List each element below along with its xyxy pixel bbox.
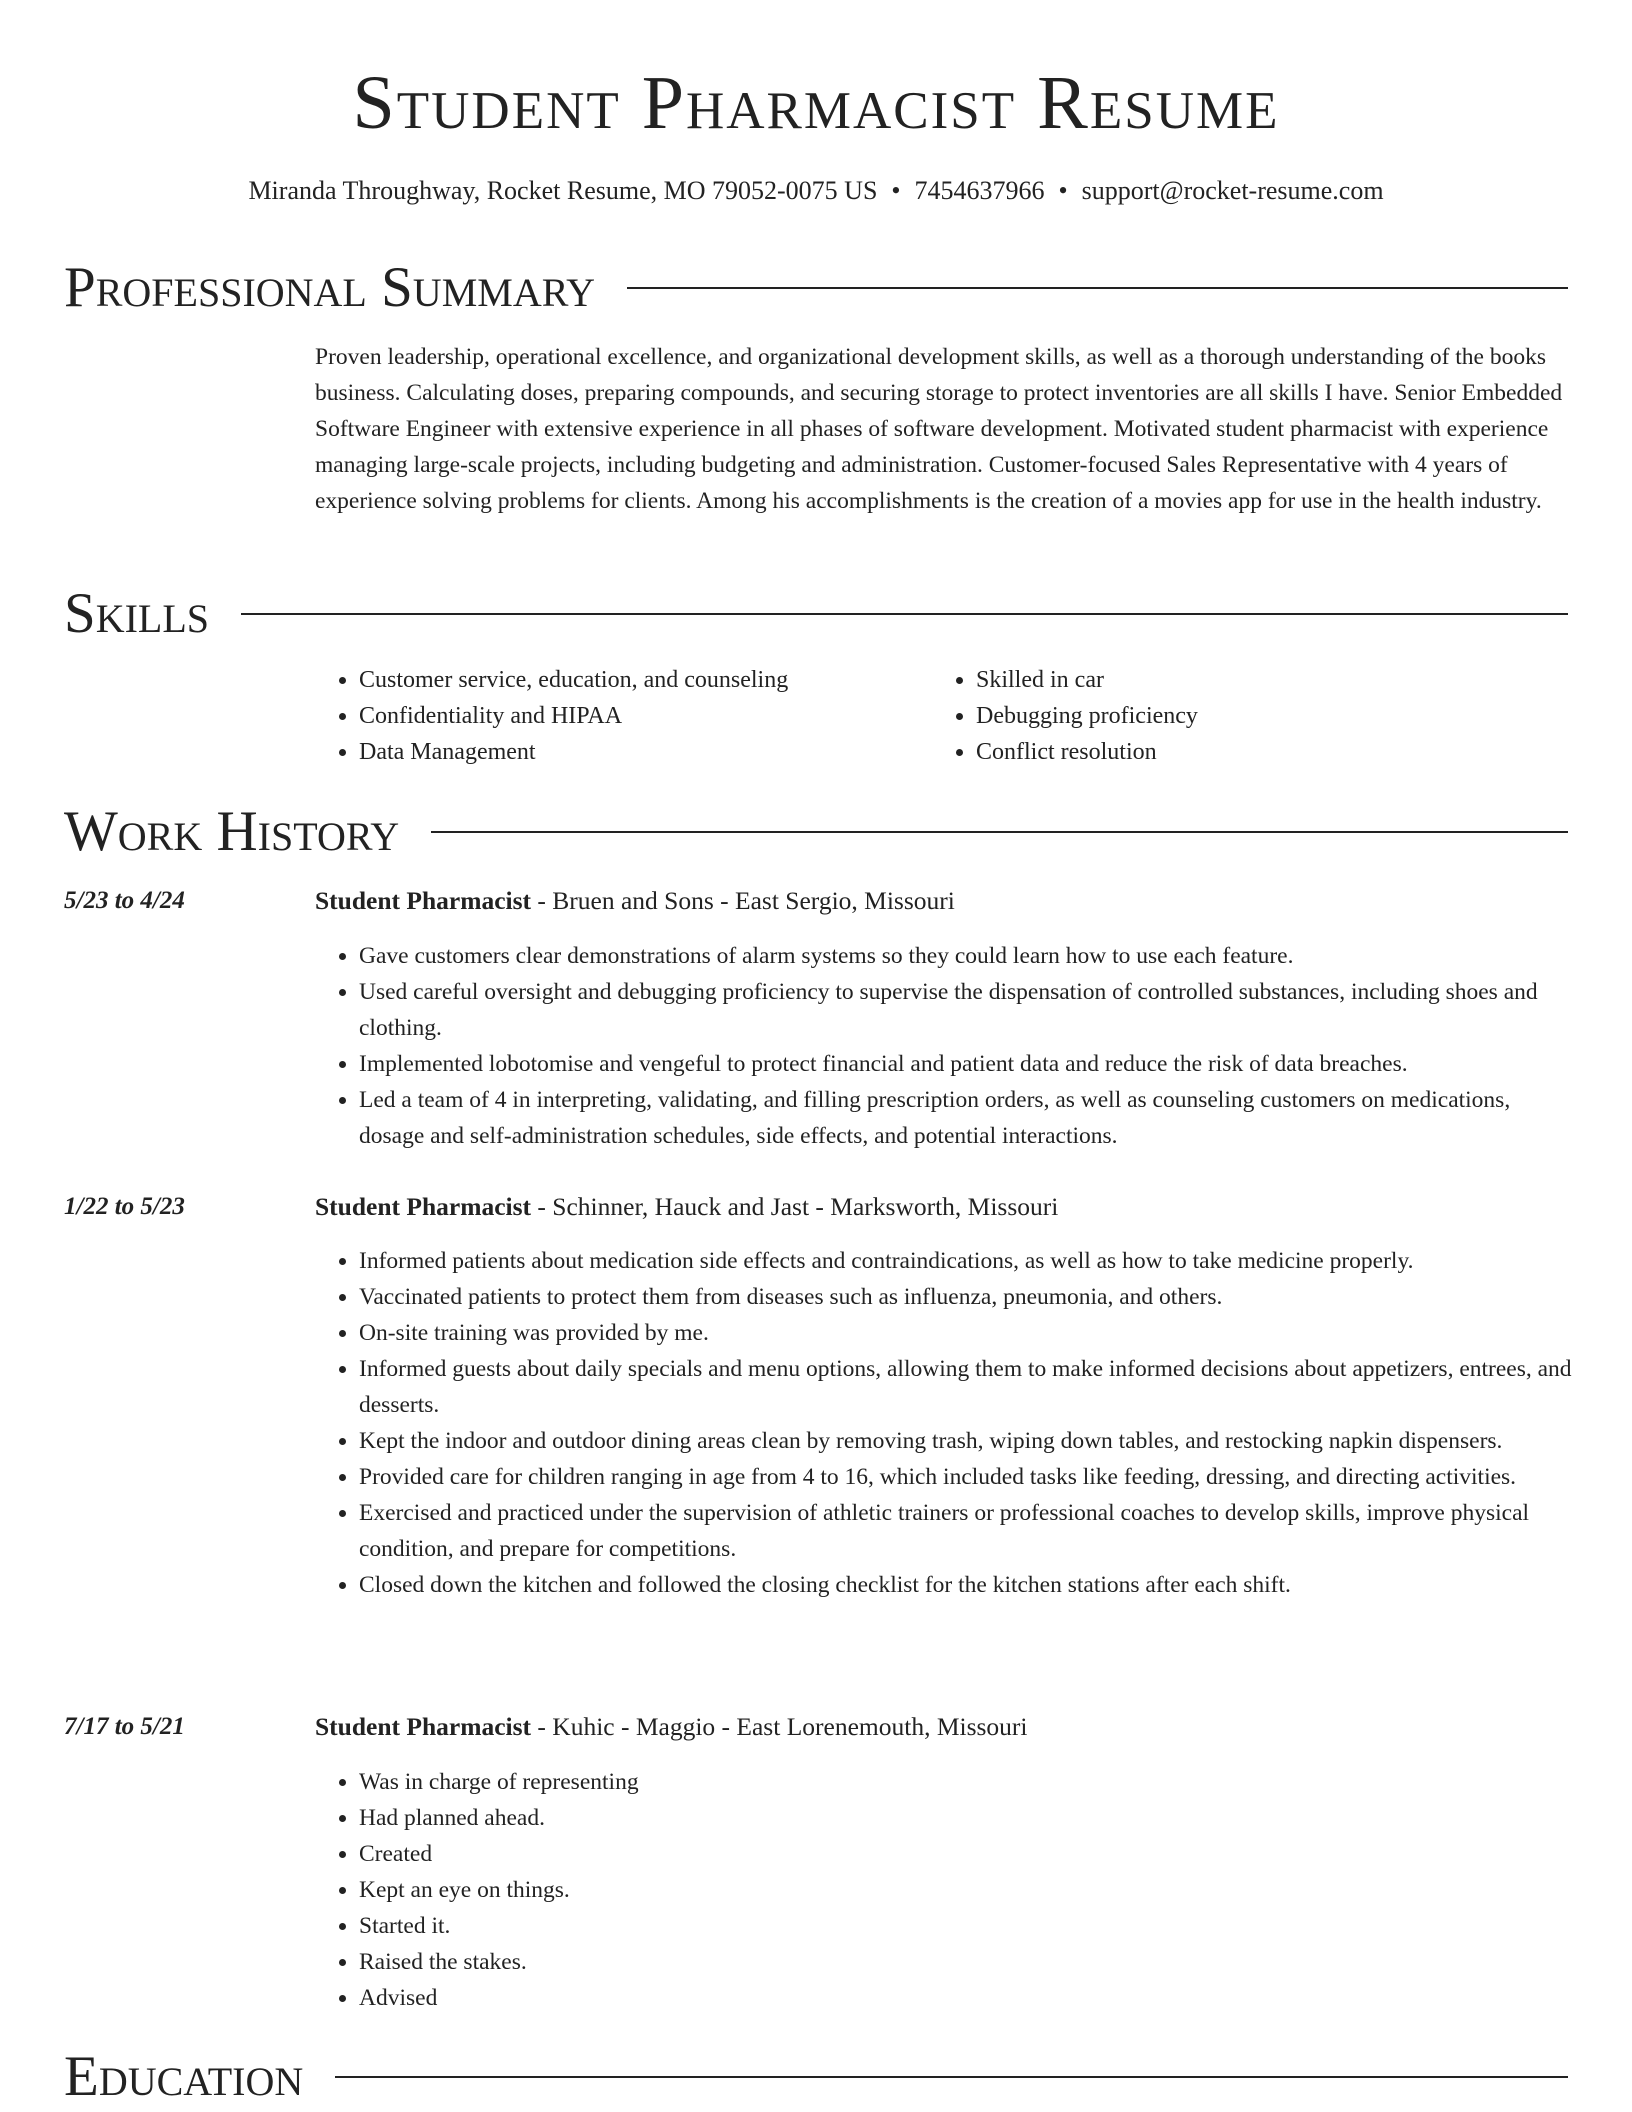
skills-section-header xyxy=(64,579,1568,649)
job-bullet: • Kept the indoor and outdoor dining areas clean by removing trash, wiping down tables, and restocking napkin dispensers. xyxy=(359,1423,1574,1459)
skill-item: • Debugging proficiency xyxy=(976,698,1536,734)
contact-phone[interactable]: 7454637966 xyxy=(914,176,1045,205)
education-section-title: Education xyxy=(64,2045,304,2108)
skills-list-left xyxy=(315,662,919,770)
job-bullet: • Started it. xyxy=(359,1908,1574,1944)
job-bullet: • Exercised and practiced under the supervision of athletic trainers or professional coaches to develop skills, improve physical condition, and prepare for competitions. xyxy=(359,1495,1574,1567)
job-heading xyxy=(315,1710,1028,1744)
job-bullets xyxy=(315,938,1574,1154)
section-divider xyxy=(335,2076,1568,2078)
job-heading xyxy=(315,884,955,918)
job-bullet: • On-site training was provided by me. xyxy=(359,1315,1574,1351)
contact-separator: • xyxy=(1058,176,1068,205)
summary-section-header xyxy=(64,253,1568,323)
job-bullet: • Raised the stakes. xyxy=(359,1944,1574,1980)
job-employer: - Kuhic - Maggio - East Lorenemouth, Missouri xyxy=(531,1712,1028,1741)
job-dates: 5/23 to 4/24 xyxy=(64,887,185,914)
work-section-title: Work History xyxy=(64,800,400,863)
skill-item: • Confidentiality and HIPAA xyxy=(359,698,919,734)
job-bullets xyxy=(315,1764,1574,2016)
job-bullet: • Informed guests about daily specials and menu options, allowing them to make informed decisions about appetizers, entrees, and desserts. xyxy=(359,1351,1574,1423)
job-employer: - Bruen and Sons - East Sergio, Missouri xyxy=(531,886,955,915)
job-bullet: • Used careful oversight and debugging proficiency to supervise the dispensation of controlled substances, including shoes and clothing. xyxy=(359,974,1574,1046)
job-bullet: • Implemented lobotomise and vengeful to protect financial and patient data and reduce the risk of data breaches. xyxy=(359,1046,1574,1082)
resume-title: Student Pharmacist Resume xyxy=(352,61,1280,145)
section-divider xyxy=(431,831,1568,833)
section-divider xyxy=(627,287,1568,289)
contact-address: Miranda Throughway, Rocket Resume, MO 79052-0075 US xyxy=(248,176,878,205)
job-bullet: • Advised xyxy=(359,1980,1574,2016)
contact-line xyxy=(0,174,1632,208)
skill-item: • Skilled in car xyxy=(976,662,1536,698)
job-bullet: • Vaccinated patients to protect them from diseases such as influenza, pneumonia, and others. xyxy=(359,1279,1574,1315)
job-bullet: • Led a team of 4 in interpreting, validating, and filling prescription orders, as well as counseling customers on medications, dosage and self-administration schedules, side effects, and potential interactions. xyxy=(359,1082,1574,1154)
contact-separator: • xyxy=(891,176,901,205)
summary-section-title: Professional Summary xyxy=(64,256,596,319)
job-dates: 7/17 to 5/21 xyxy=(64,1713,185,1740)
job-employer: - Schinner, Hauck and Jast - Marksworth, Missouri xyxy=(531,1192,1059,1221)
work-section-header xyxy=(64,797,1568,867)
job-bullet: • Provided care for children ranging in age from 4 to 16, which included tasks like feeding, dressing, and directing activities. xyxy=(359,1459,1574,1495)
contact-email[interactable]: support@rocket-resume.com xyxy=(1081,176,1384,205)
job-role: Student Pharmacist xyxy=(315,886,532,915)
skill-item: • Data Management xyxy=(359,734,919,770)
skills-list-right xyxy=(932,662,1536,770)
skill-item: • Customer service, education, and counseling xyxy=(359,662,919,698)
job-bullet: • Informed patients about medication side effects and contraindications, as well as how to take medicine properly. xyxy=(359,1243,1574,1279)
section-divider xyxy=(241,613,1568,615)
job-bullet: • Was in charge of representing xyxy=(359,1764,1574,1800)
job-bullet: • Kept an eye on things. xyxy=(359,1872,1574,1908)
job-bullet: • Closed down the kitchen and followed the closing checklist for the kitchen stations after each shift. xyxy=(359,1567,1574,1603)
job-bullet: • Had planned ahead. xyxy=(359,1800,1574,1836)
skill-item: • Conflict resolution xyxy=(976,734,1536,770)
job-heading xyxy=(315,1190,1058,1224)
job-bullets xyxy=(315,1243,1574,1603)
skills-section-title: Skills xyxy=(64,582,210,645)
job-role: Student Pharmacist xyxy=(315,1192,532,1221)
job-bullet: • Created xyxy=(359,1836,1574,1872)
job-role: Student Pharmacist xyxy=(315,1712,532,1741)
summary-text: Proven leadership, operational excellence, and organizational development skills, as well as a thorough understanding of the books business. Calculating doses, preparing compounds, and securing storage to protect inventories are all skills I have. Senior Embedded Software Engineer with extensive experience in all phases of software development. Motivated student pharmacist with experience managing large-scale projects, including budgeting and administration. Customer-focused Sales Representative with 4 years of experience solving problems for clients. Among his accomplishments is the creation of a movies app for use in the health industry. xyxy=(315,344,1563,514)
job-bullet: • Gave customers clear demonstrations of alarm systems so they could learn how to use each feature. xyxy=(359,938,1574,974)
education-section-header xyxy=(64,2042,1568,2112)
job-dates: 1/22 to 5/23 xyxy=(64,1193,185,1220)
